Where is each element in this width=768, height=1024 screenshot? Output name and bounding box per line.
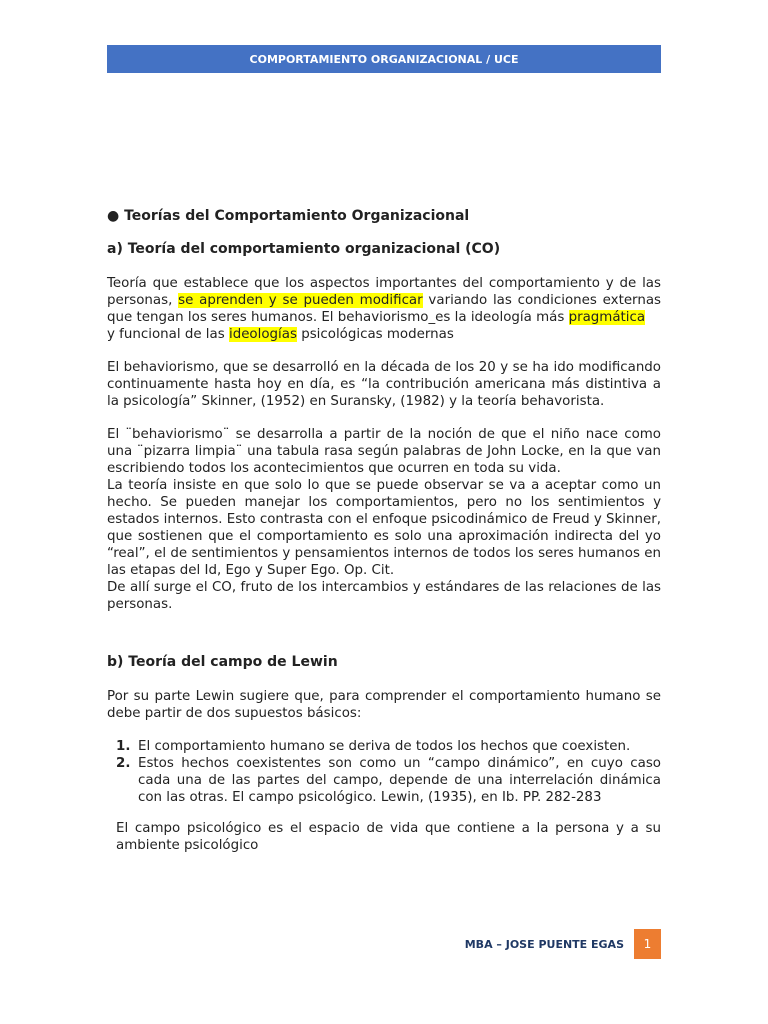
paragraph-1: [107, 275, 661, 343]
list-item: [107, 755, 661, 806]
section-b-title: b) Teoría del campo de Lewin: [107, 654, 338, 670]
page-number: 1: [643, 937, 652, 951]
footer-author: MBA – JOSE PUENTE EGAS: [464, 937, 624, 951]
list-item: [107, 738, 661, 755]
p3-text-3: De allí surge el CO, fruto de los intercambios y estándares de las relaciones de las personas.: [107, 580, 661, 612]
highlight-1: se aprenden y se pueden modificar: [178, 293, 423, 308]
p1-text-d: psicológicas modernas: [296, 327, 454, 342]
numbered-list: [107, 738, 661, 806]
highlight-3: ideologías: [228, 327, 297, 342]
p1-text-b: variando las condiciones externas que tengan los seres humanos. El behaviorismo_es la ideología más: [107, 293, 662, 325]
p3-text-2: La teoría insiste en que solo lo que se puede observar se va a aceptar como un hecho. Se pueden manejar los comportamientos, pero no los sentimientos y estados internos. Esto contrasta con el enfoque psicodinámico de Freud y Skinner, que sostienen que el comportamiento es solo una aproximación indirecta del yo “real”, el de sentimientos y pensamientos internos de todos los seres humanos en las etapas del Id, Ego y Super Ego. Op. Cit.: [107, 478, 661, 578]
list-number: 2.: [116, 756, 131, 771]
spacer: [107, 629, 661, 654]
page-number-badge: [634, 929, 661, 959]
p1-text-a: Teoría que establece que los aspectos importantes del comportamiento y de las personas,: [107, 276, 661, 308]
header-title: COMPORTAMIENTO ORGANIZACIONAL / UCE: [249, 52, 519, 66]
list-text: El comportamiento humano se deriva de todos los hechos que coexisten.: [138, 739, 631, 754]
p3-text-1: El ¨behaviorismo¨ se desarrolla a partir de la noción de que el niño nace como una ¨pizarra limpia¨ una tabula rasa según palabras de John Locke, en la que van escribiendo todos los acontecimientos que ocurren en toda su vida.: [107, 427, 661, 476]
bullet-heading: ● Teorías del Comportamiento Organizacional: [107, 208, 470, 224]
list-text: Estos hechos coexistentes son como un “campo dinámico”, en cuyo caso cada una de las partes del campo, depende de una interrelación dinámica con las otras. El campo psicológico. Lewin, (1935), en Ib. PP. 282-283: [138, 756, 661, 805]
list-number: 1.: [116, 739, 131, 754]
paragraph-2: El behaviorismo, que se desarrolló en la década de los 20 y se ha ido modificando continuamente hasta hoy en día, es “la contribución americana más distintiva a la psicología” Skinner, (1952) en Suransky, (1982) y la teoría behavorista.: [107, 360, 661, 409]
paragraph-3: [107, 426, 661, 613]
section-a-title: a) Teoría del comportamiento organizacional (CO): [107, 241, 501, 257]
p1-text-c: y funcional de las: [107, 327, 229, 342]
paragraph-5: El campo psicológico es el espacio de vida que contiene a la persona y a su ambiente psicológico: [116, 821, 661, 853]
highlight-2: pragmática: [568, 310, 646, 325]
page-footer: [107, 930, 661, 958]
document-body: [107, 208, 661, 854]
page-header: [107, 45, 661, 73]
paragraph-4: Por su parte Lewin sugiere que, para comprender el comportamiento humano se debe partir de dos supuestos básicos:: [107, 689, 661, 721]
